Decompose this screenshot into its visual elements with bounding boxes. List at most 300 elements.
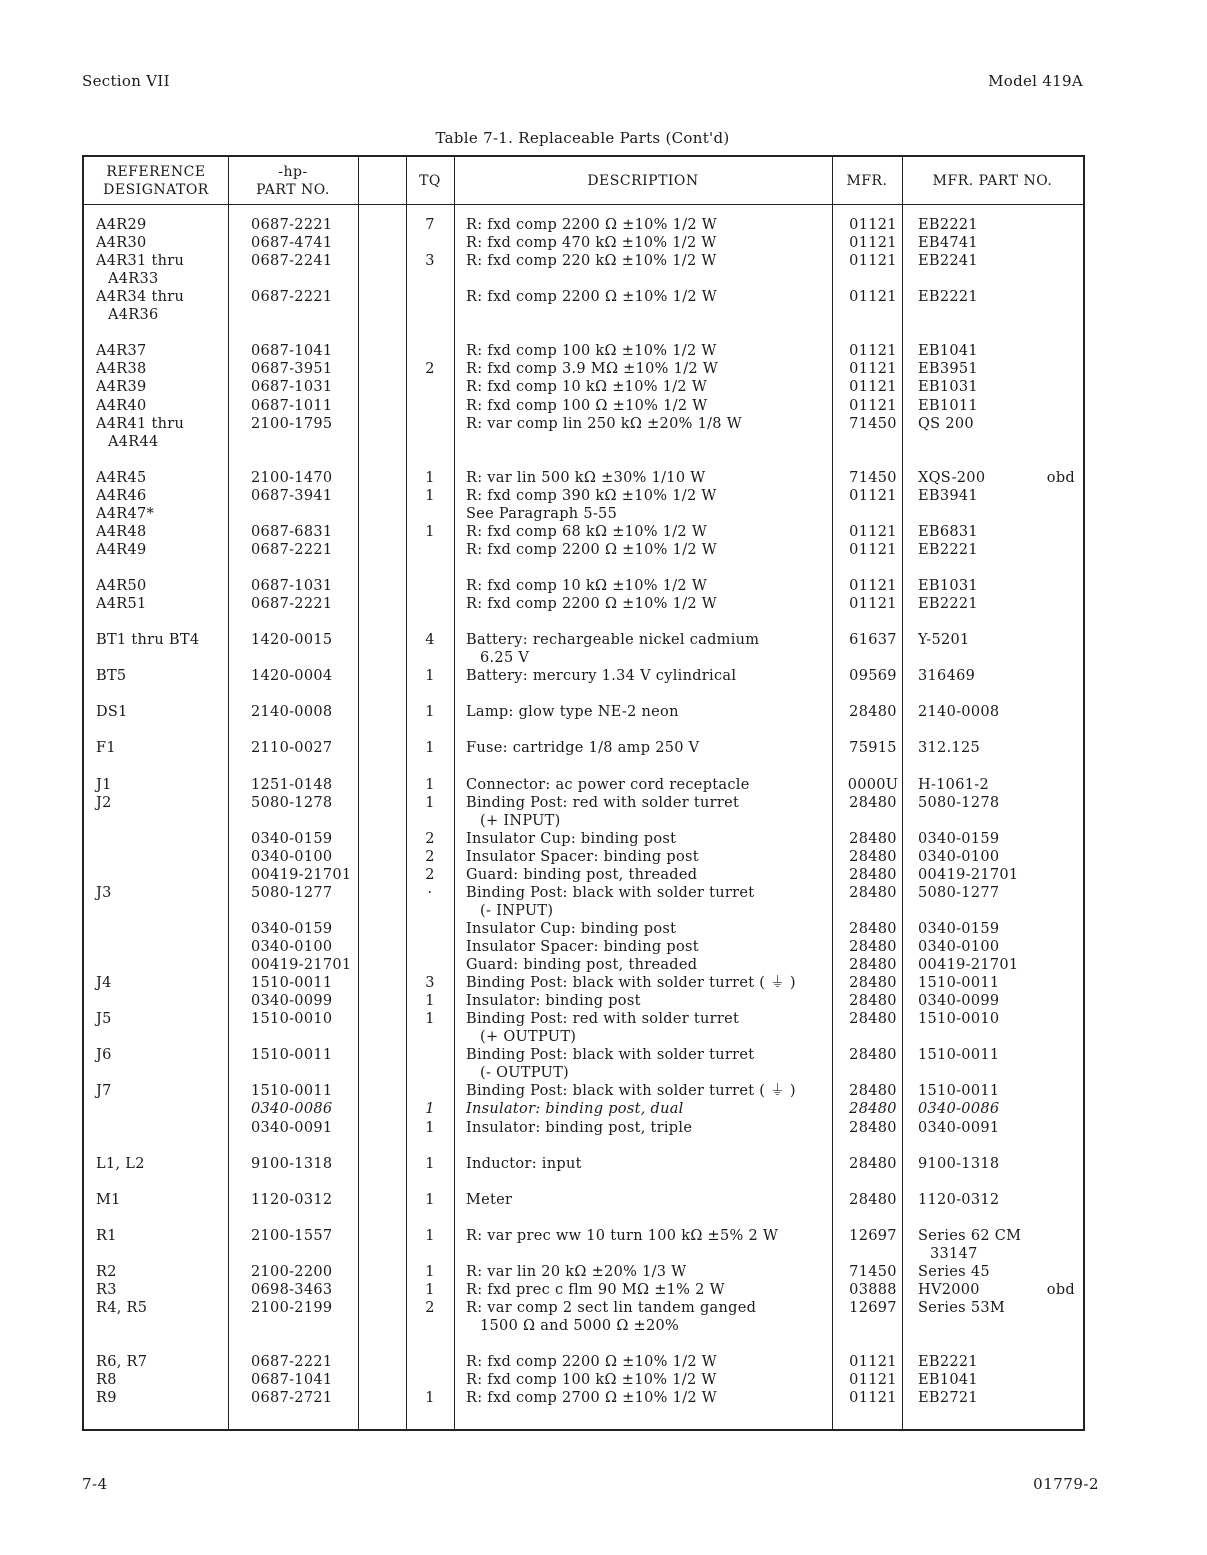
table-row — [84, 866, 1083, 884]
ref-designator-cell: R2 — [96, 1263, 117, 1280]
mfr-code-cell: 28480 — [849, 939, 897, 955]
col-header-tq-label: TQ — [419, 172, 441, 189]
mfr-code-cell: 28480 — [849, 1011, 897, 1028]
description-cell: Connector: ac power cord receptacle — [466, 776, 750, 793]
hp-part-cell: 2100-1557 — [251, 1227, 333, 1244]
mfr-part-cell: EB6831 — [918, 523, 978, 540]
col-header-mfr-part-label: MFR. PART NO. — [932, 172, 1053, 189]
table-row — [84, 342, 1083, 360]
hp-part-cell: 0340-0086 — [251, 1101, 333, 1118]
mfr-part-cell: 1120-0312 — [918, 1191, 1000, 1208]
description-cell: Meter — [466, 1191, 513, 1208]
mfr-part-cell: EB2241 — [918, 253, 978, 270]
description-cell: R: var lin 500 kΩ ±30% 1/10 W — [466, 469, 706, 486]
table-row — [84, 1119, 1083, 1137]
mfr-part-cell: Series 62 CM — [918, 1227, 1022, 1244]
tq-cell: 1 — [425, 1119, 435, 1136]
mfr-code-cell: 01121 — [849, 596, 897, 613]
mfr-part-cell: 00419-21701 — [918, 866, 1019, 883]
col-header-tq — [406, 157, 454, 204]
ref-designator-cell: A4R49 — [96, 541, 147, 558]
table-row — [84, 451, 1083, 469]
hp-part-cell: 0687-2221 — [251, 596, 333, 613]
mfr-code-cell: 28480 — [849, 975, 897, 992]
hp-part-cell: 1120-0312 — [251, 1191, 333, 1208]
mfr-part-cell: 0340-0086 — [918, 1101, 1000, 1118]
hp-part-cell: 0687-3941 — [251, 487, 333, 504]
table-row — [84, 487, 1083, 505]
description-cell: R: fxd comp 10 kΩ ±10% 1/2 W — [466, 578, 708, 594]
table-row — [84, 667, 1083, 685]
mfr-part-cell: 2140-0008 — [918, 704, 1000, 721]
hp-part-cell: 0340-0159 — [251, 830, 333, 847]
table-row — [84, 685, 1083, 703]
tq-cell: 1 — [425, 1191, 435, 1208]
table-row — [84, 1245, 1083, 1263]
hp-part-cell: 0340-0091 — [251, 1119, 333, 1136]
table-row — [84, 974, 1083, 992]
description-cell: R: fxd comp 470 kΩ ±10% 1/2 W — [466, 235, 717, 252]
ref-designator-cell: A4R33 — [108, 271, 159, 288]
description-cell: R: fxd comp 2200 Ω ±10% 1/2 W — [466, 596, 718, 613]
hp-part-cell: 0687-2721 — [251, 1390, 333, 1407]
hp-part-cell: 1510-0011 — [251, 1047, 333, 1064]
table-row — [84, 1353, 1083, 1371]
table-row — [84, 1371, 1083, 1389]
hp-part-cell: 1510-0011 — [251, 975, 333, 992]
tq-cell: · — [427, 884, 433, 901]
hp-part-cell: 0687-2221 — [251, 1354, 333, 1371]
mfr-code-cell: 0000U — [847, 776, 899, 793]
table-row — [84, 739, 1083, 757]
ref-designator-cell: J5 — [96, 1011, 112, 1028]
hp-part-cell: 0687-1031 — [251, 578, 333, 594]
tq-cell: 1 — [425, 794, 435, 811]
hp-part-cell: 1510-0010 — [251, 1011, 333, 1028]
hp-part-cell: 1420-0004 — [251, 668, 333, 685]
hp-part-cell: 0687-2241 — [251, 253, 333, 270]
hp-part-cell: 2100-2200 — [251, 1263, 333, 1280]
tq-cell: 1 — [425, 1155, 435, 1172]
mfr-code-cell: 28480 — [849, 794, 897, 811]
description-cell: Guard: binding post, threaded — [466, 866, 698, 883]
table-row — [84, 433, 1083, 451]
hp-part-cell: 0687-2221 — [251, 217, 333, 233]
ref-designator-cell: A4R51 — [96, 596, 147, 613]
description-cell: R: fxd prec c flm 90 MΩ ±1% 2 W — [466, 1281, 725, 1298]
ref-designator-cell: A4R30 — [96, 235, 147, 252]
description-cell: Binding Post: black with solder turret — [466, 884, 755, 901]
mfr-code-cell: 09569 — [849, 668, 897, 685]
tq-cell: 1 — [425, 740, 435, 757]
ref-designator-cell: J3 — [96, 884, 112, 901]
ref-designator-cell: J6 — [96, 1047, 112, 1064]
ref-designator-cell: J1 — [96, 776, 112, 793]
table-row — [84, 252, 1083, 270]
tq-cell: 2 — [425, 848, 435, 865]
mfr-part-cell: QS 200 — [918, 415, 974, 432]
table-row — [84, 360, 1083, 378]
table-row — [84, 649, 1083, 667]
tq-cell: 2 — [425, 830, 435, 847]
mfr-code-cell: 71450 — [849, 1263, 897, 1280]
obd-note: obd — [1046, 1281, 1075, 1298]
ref-designator-cell: BT1 thru BT4 — [96, 632, 200, 649]
mfr-part-cell: 0340-0159 — [918, 920, 1000, 937]
tq-cell: 1 — [425, 993, 435, 1010]
hp-part-cell: 0687-6831 — [251, 523, 333, 540]
table-row — [84, 920, 1083, 938]
mfr-part-cell: Y-5201 — [918, 632, 970, 649]
table-row — [84, 1082, 1083, 1100]
table-row — [84, 559, 1083, 577]
ref-designator-cell: A4R29 — [96, 217, 147, 233]
col-header-hp-part — [228, 157, 358, 204]
mfr-part-cell: HV2000 — [918, 1281, 980, 1298]
description-cell: Inductor: input — [466, 1155, 582, 1172]
mfr-code-cell: 28480 — [849, 1047, 897, 1064]
mfr-code-cell: 01121 — [849, 343, 897, 360]
mfr-code-cell: 01121 — [849, 289, 897, 306]
ref-designator-cell: R9 — [96, 1390, 117, 1407]
table-row — [84, 884, 1083, 902]
mfr-code-cell: 28480 — [849, 704, 897, 721]
table-row — [84, 1100, 1083, 1118]
ref-designator-cell: R8 — [96, 1372, 117, 1389]
table-row — [84, 288, 1083, 306]
table-row — [84, 505, 1083, 523]
table-row — [84, 469, 1083, 487]
table-row — [84, 613, 1083, 631]
description-cell: R: fxd comp 2200 Ω ±10% 1/2 W — [466, 289, 718, 306]
mfr-part-cell: 0340-0159 — [918, 830, 1000, 847]
description-cell: Fuse: cartridge 1/8 amp 250 V — [466, 740, 700, 757]
table-row — [84, 523, 1083, 541]
table-row — [84, 1010, 1083, 1028]
description-cell: R: fxd comp 3.9 MΩ ±10% 1/2 W — [466, 361, 719, 378]
mfr-part-cell: EB2221 — [918, 1354, 978, 1371]
hp-part-cell: 0687-4741 — [251, 235, 333, 252]
mfr-code-cell: 01121 — [849, 397, 897, 414]
description-cell: R: var comp lin 250 kΩ ±20% 1/8 W — [466, 415, 742, 432]
table-row — [84, 1281, 1083, 1299]
mfr-part-cell: EB1011 — [918, 397, 978, 414]
tq-cell: 1 — [425, 1011, 435, 1028]
description-cell: Insulator Spacer: binding post — [466, 848, 699, 865]
mfr-part-cell: 0340-0100 — [918, 939, 1000, 955]
mfr-code-cell: 28480 — [849, 1155, 897, 1172]
description-cell: 1500 Ω and 5000 Ω ±20% — [480, 1318, 680, 1335]
ref-designator-cell: A4R41 thru — [96, 415, 185, 432]
mfr-code-cell: 12697 — [849, 1227, 897, 1244]
tq-cell: 1 — [425, 487, 435, 504]
mfr-part-cell: 5080-1277 — [918, 884, 1000, 901]
hp-part-cell: 00419-21701 — [251, 957, 352, 974]
mfr-part-cell: 33147 — [930, 1245, 978, 1262]
tq-cell: 1 — [425, 1263, 435, 1280]
mfr-code-cell: 28480 — [849, 1083, 897, 1100]
description-cell: See Paragraph 5-55 — [466, 505, 618, 522]
description-cell: Lamp: glow type NE-2 neon — [466, 704, 679, 721]
description-cell: (- OUTPUT) — [480, 1065, 569, 1082]
mfr-part-cell: Series 53M — [918, 1300, 1006, 1316]
description-cell: (+ INPUT) — [480, 812, 561, 829]
hp-part-cell: 2140-0008 — [251, 704, 333, 721]
obd-note: obd — [1046, 469, 1075, 486]
table-row — [84, 1028, 1083, 1046]
tq-cell: 1 — [425, 1101, 435, 1118]
table-row — [84, 1335, 1083, 1353]
mfr-code-cell: 01121 — [849, 1354, 897, 1371]
mfr-part-cell: EB3951 — [918, 361, 978, 378]
hp-part-cell: 0687-1041 — [251, 1372, 333, 1389]
hp-part-cell: 0687-2221 — [251, 289, 333, 306]
hp-part-cell: 00419-21701 — [251, 866, 352, 883]
section-label: Section VII — [82, 72, 170, 90]
description-cell: R: fxd comp 390 kΩ ±10% 1/2 W — [466, 487, 717, 504]
mfr-code-cell: 28480 — [849, 920, 897, 937]
mfr-code-cell: 03888 — [849, 1281, 897, 1298]
mfr-code-cell: 28480 — [849, 1191, 897, 1208]
table-row — [84, 234, 1083, 252]
hp-part-cell: 2100-1470 — [251, 469, 333, 486]
mfr-part-cell: 1510-0011 — [918, 1083, 1000, 1100]
hp-part-cell: 0698-3463 — [251, 1281, 333, 1298]
description-cell: Insulator: binding post, triple — [466, 1119, 693, 1136]
description-cell: R: fxd comp 10 kΩ ±10% 1/2 W — [466, 379, 708, 396]
tq-cell: 2 — [425, 1300, 435, 1316]
hp-part-cell: 9100-1318 — [251, 1155, 333, 1172]
description-cell: R: fxd comp 2200 Ω ±10% 1/2 W — [466, 541, 718, 558]
mfr-code-cell: 28480 — [849, 957, 897, 974]
table-row — [84, 216, 1083, 234]
description-cell: R: fxd comp 2700 Ω ±10% 1/2 W — [466, 1390, 718, 1407]
description-cell: R: fxd comp 2200 Ω ±10% 1/2 W — [466, 1354, 718, 1371]
ref-designator-cell: A4R50 — [96, 578, 147, 594]
ref-designator-cell: L1, L2 — [96, 1155, 145, 1172]
table-row — [84, 1317, 1083, 1335]
table-row — [84, 938, 1083, 956]
mfr-code-cell: 28480 — [849, 884, 897, 901]
table-row — [84, 1064, 1083, 1082]
mfr-code-cell: 01121 — [849, 523, 897, 540]
hp-part-cell: 0340-0099 — [251, 993, 333, 1010]
ref-designator-cell: A4R36 — [108, 307, 159, 324]
hp-part-cell: 0687-1031 — [251, 379, 333, 396]
mfr-code-cell: 01121 — [849, 361, 897, 378]
mfr-part-cell: 1510-0011 — [918, 975, 1000, 992]
hp-part-cell: 5080-1277 — [251, 884, 333, 901]
table-row — [84, 595, 1083, 613]
table-row — [84, 1137, 1083, 1155]
table-row — [84, 541, 1083, 559]
table-row — [84, 1389, 1083, 1407]
table-title: Table 7-1. Replaceable Parts (Cont'd) — [435, 129, 730, 147]
mfr-code-cell: 01121 — [849, 235, 897, 252]
mfr-code-cell: 01121 — [849, 578, 897, 594]
mfr-part-cell: XQS-200 — [918, 469, 986, 486]
mfr-part-cell: Series 45 — [918, 1263, 990, 1280]
mfr-part-cell: EB1041 — [918, 1372, 978, 1389]
mfr-code-cell: 28480 — [849, 1101, 897, 1118]
ref-designator-cell: F1 — [96, 740, 116, 757]
hp-part-cell: 0340-0100 — [251, 848, 333, 865]
table-row — [84, 956, 1083, 974]
ref-designator-cell: A4R44 — [108, 433, 159, 450]
mfr-part-cell: 0340-0100 — [918, 848, 1000, 865]
col-header-ref-line1: REFERENCE — [106, 163, 206, 180]
table-row — [84, 378, 1083, 396]
description-cell: R: fxd comp 100 kΩ ±10% 1/2 W — [466, 343, 717, 360]
tq-cell: 1 — [425, 668, 435, 685]
page-number: 7-4 — [82, 1475, 108, 1493]
description-cell: R: var prec ww 10 turn 100 kΩ ±5% 2 W — [466, 1227, 779, 1244]
table-row — [84, 1227, 1083, 1245]
ref-designator-cell: A4R34 thru — [96, 289, 185, 306]
col-header-hp-line1: -hp- — [278, 163, 308, 180]
header-divider — [84, 204, 1083, 205]
table-row — [84, 1191, 1083, 1209]
mfr-part-cell: 1510-0011 — [918, 1047, 1000, 1064]
description-cell: 6.25 V — [480, 650, 530, 667]
mfr-part-cell: 0340-0099 — [918, 993, 1000, 1010]
ref-designator-cell: A4R48 — [96, 523, 147, 540]
mfr-code-cell: 12697 — [849, 1300, 897, 1316]
description-cell: R: var lin 20 kΩ ±20% 1/3 W — [466, 1263, 687, 1280]
ref-designator-cell: A4R39 — [96, 379, 147, 396]
ref-designator-cell: R4, R5 — [96, 1300, 148, 1316]
table-row — [84, 577, 1083, 595]
mfr-code-cell: 71450 — [849, 415, 897, 432]
mfr-code-cell: 28480 — [849, 1119, 897, 1136]
mfr-code-cell: 28480 — [849, 866, 897, 883]
ref-designator-cell: R1 — [96, 1227, 117, 1244]
ref-designator-cell: J2 — [96, 794, 112, 811]
table-row — [84, 1173, 1083, 1191]
description-cell: Insulator Spacer: binding post — [466, 939, 699, 955]
replaceable-parts-table — [82, 155, 1085, 1431]
description-cell: R: fxd comp 220 kΩ ±10% 1/2 W — [466, 253, 717, 270]
table-row — [84, 830, 1083, 848]
mfr-part-cell: 0340-0091 — [918, 1119, 1000, 1136]
hp-part-cell: 2100-1795 — [251, 415, 333, 432]
mfr-code-cell: 01121 — [849, 541, 897, 558]
mfr-code-cell: 01121 — [849, 1390, 897, 1407]
description-cell: Insulator Cup: binding post — [466, 830, 677, 847]
table-row — [84, 1155, 1083, 1173]
table-row — [84, 794, 1083, 812]
description-cell: Binding Post: black with solder turret — [466, 1047, 755, 1064]
mfr-part-cell: EB4741 — [918, 235, 978, 252]
ref-designator-cell: A4R46 — [96, 487, 147, 504]
table-row — [84, 992, 1083, 1010]
description-cell: Binding Post: black with solder turret ( ⏚ ) — [466, 1083, 796, 1100]
col-header-mfr-label: MFR. — [846, 172, 888, 189]
hp-part-cell: 2110-0027 — [251, 740, 333, 757]
mfr-code-cell: 71450 — [849, 469, 897, 486]
description-cell: Guard: binding post, threaded — [466, 957, 698, 974]
mfr-code-cell: 01121 — [849, 379, 897, 396]
mfr-part-cell: EB3941 — [918, 487, 978, 504]
col-header-description — [454, 157, 832, 204]
tq-cell: 3 — [425, 253, 435, 270]
mfr-code-cell: 28480 — [849, 993, 897, 1010]
hp-part-cell: 0687-1041 — [251, 343, 333, 360]
ref-designator-cell: J7 — [96, 1083, 112, 1100]
col-header-mfr-part — [902, 157, 1083, 204]
description-cell: R: fxd comp 100 Ω ±10% 1/2 W — [466, 397, 708, 414]
hp-part-cell: 5080-1278 — [251, 794, 333, 811]
description-cell: R: fxd comp 100 kΩ ±10% 1/2 W — [466, 1372, 717, 1389]
description-cell: Binding Post: red with solder turret — [466, 1011, 740, 1028]
ref-designator-cell: R3 — [96, 1281, 117, 1298]
mfr-code-cell: 01121 — [849, 1372, 897, 1389]
tq-cell: 2 — [425, 361, 435, 378]
table-row — [84, 415, 1083, 433]
table-row — [84, 1263, 1083, 1281]
mfr-part-cell: EB2221 — [918, 217, 978, 233]
table-row — [84, 1046, 1083, 1064]
table-row — [84, 758, 1083, 776]
mfr-part-cell: 1510-0010 — [918, 1011, 1000, 1028]
table-row — [84, 306, 1083, 324]
ref-designator-cell: A4R40 — [96, 397, 147, 414]
mfr-code-cell: 75915 — [849, 740, 897, 757]
tq-cell: 3 — [425, 975, 435, 992]
mfr-code-cell: 01121 — [849, 217, 897, 233]
hp-part-cell: 1510-0011 — [251, 1083, 333, 1100]
mfr-code-cell: 28480 — [849, 848, 897, 865]
ref-designator-cell: A4R45 — [96, 469, 147, 486]
mfr-part-cell: 9100-1318 — [918, 1155, 1000, 1172]
description-cell: (- INPUT) — [480, 902, 554, 919]
mfr-part-cell: 00419-21701 — [918, 957, 1019, 974]
mfr-part-cell: EB1031 — [918, 578, 978, 594]
description-cell: R: fxd comp 68 kΩ ±10% 1/2 W — [466, 523, 708, 540]
table-row — [84, 848, 1083, 866]
table-row — [84, 1299, 1083, 1317]
mfr-part-cell: H-1061-2 — [918, 776, 989, 793]
mfr-part-cell: EB2221 — [918, 541, 978, 558]
col-header-ref-line2: DESIGNATOR — [103, 181, 209, 198]
mfr-part-cell: EB1041 — [918, 343, 978, 360]
tq-cell: 1 — [425, 704, 435, 721]
hp-part-cell: 0687-3951 — [251, 361, 333, 378]
table-row — [84, 721, 1083, 739]
col-header-mfr — [832, 157, 902, 204]
hp-part-cell: 0340-0100 — [251, 939, 333, 955]
col-header-hp-line2: PART NO. — [256, 181, 330, 198]
ref-designator-cell: DS1 — [96, 704, 128, 721]
ref-designator-cell: R6, R7 — [96, 1354, 148, 1371]
description-cell: Insulator: binding post — [466, 993, 641, 1010]
mfr-part-cell: 316469 — [918, 668, 976, 685]
description-cell: Battery: rechargeable nickel cadmium — [466, 632, 760, 649]
tq-cell: 1 — [425, 1281, 435, 1298]
model-label: Model 419A — [988, 72, 1083, 90]
col-header-reference — [84, 157, 228, 204]
mfr-part-cell: 5080-1278 — [918, 794, 1000, 811]
mfr-code-cell: 61637 — [849, 632, 897, 649]
tq-cell: 1 — [425, 1227, 435, 1244]
col-header-desc-label: DESCRIPTION — [587, 172, 699, 189]
tq-cell: 1 — [425, 1390, 435, 1407]
hp-part-cell: 2100-2199 — [251, 1300, 333, 1316]
mfr-part-cell: EB1031 — [918, 379, 978, 396]
ref-designator-cell: A4R47* — [96, 505, 155, 522]
table-row — [84, 902, 1083, 920]
table-row — [84, 270, 1083, 288]
